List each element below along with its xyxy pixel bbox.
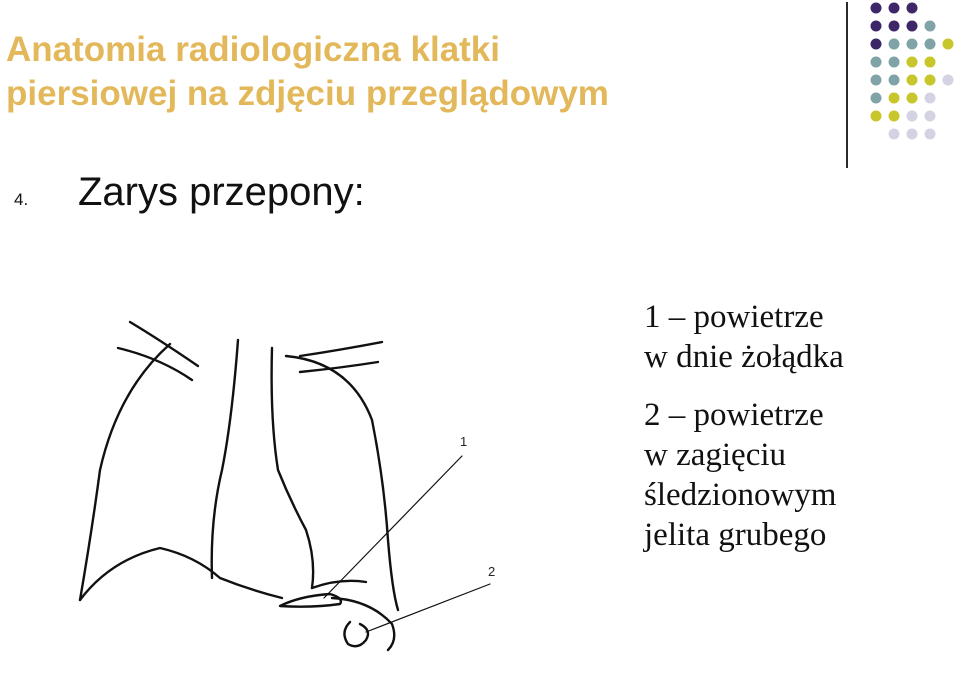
left-diaphragm <box>80 548 282 600</box>
divider-line <box>846 2 848 168</box>
colon-loop <box>344 622 368 646</box>
right-clavicle <box>300 342 382 356</box>
title-line-1: Anatomia radiologiczna klatki <box>6 30 500 69</box>
pointer-line-1 <box>324 456 462 598</box>
legend-item-1-line-1: 1 – powietrze <box>644 299 824 335</box>
right-lung-outline <box>286 356 398 610</box>
legend-item-2-line-3: śledzionowym <box>644 477 837 513</box>
bullet-text: Zarys przepony: <box>78 170 365 214</box>
legend-item-2-line-4: jelita grubego <box>644 517 827 553</box>
right-mediastinum <box>272 348 314 588</box>
decorative-dot-grid <box>860 0 960 160</box>
title-line-2: piersiowej na zdjęciu przeglądowym <box>6 74 609 113</box>
slide-title <box>6 28 826 116</box>
legend-item-2-line-2: w zagięciu <box>644 437 787 473</box>
stomach-gas-bubble <box>280 594 341 607</box>
left-clavicle <box>130 322 198 366</box>
bullet-number: 4. <box>14 190 29 209</box>
left-mediastinum <box>212 340 238 578</box>
legend <box>644 297 844 555</box>
chest-diagram <box>0 300 620 698</box>
diagram-label-1: 1 <box>460 434 468 449</box>
diagram-label-2: 2 <box>488 564 496 579</box>
pointer-line-2 <box>366 584 490 632</box>
right-clavicle-lower <box>300 362 378 372</box>
legend-item-1-line-2: w dnie żołądka <box>644 339 844 375</box>
legend-item-2-line-1: 2 – powietrze <box>644 397 824 433</box>
left-clavicle-lower <box>118 348 192 380</box>
